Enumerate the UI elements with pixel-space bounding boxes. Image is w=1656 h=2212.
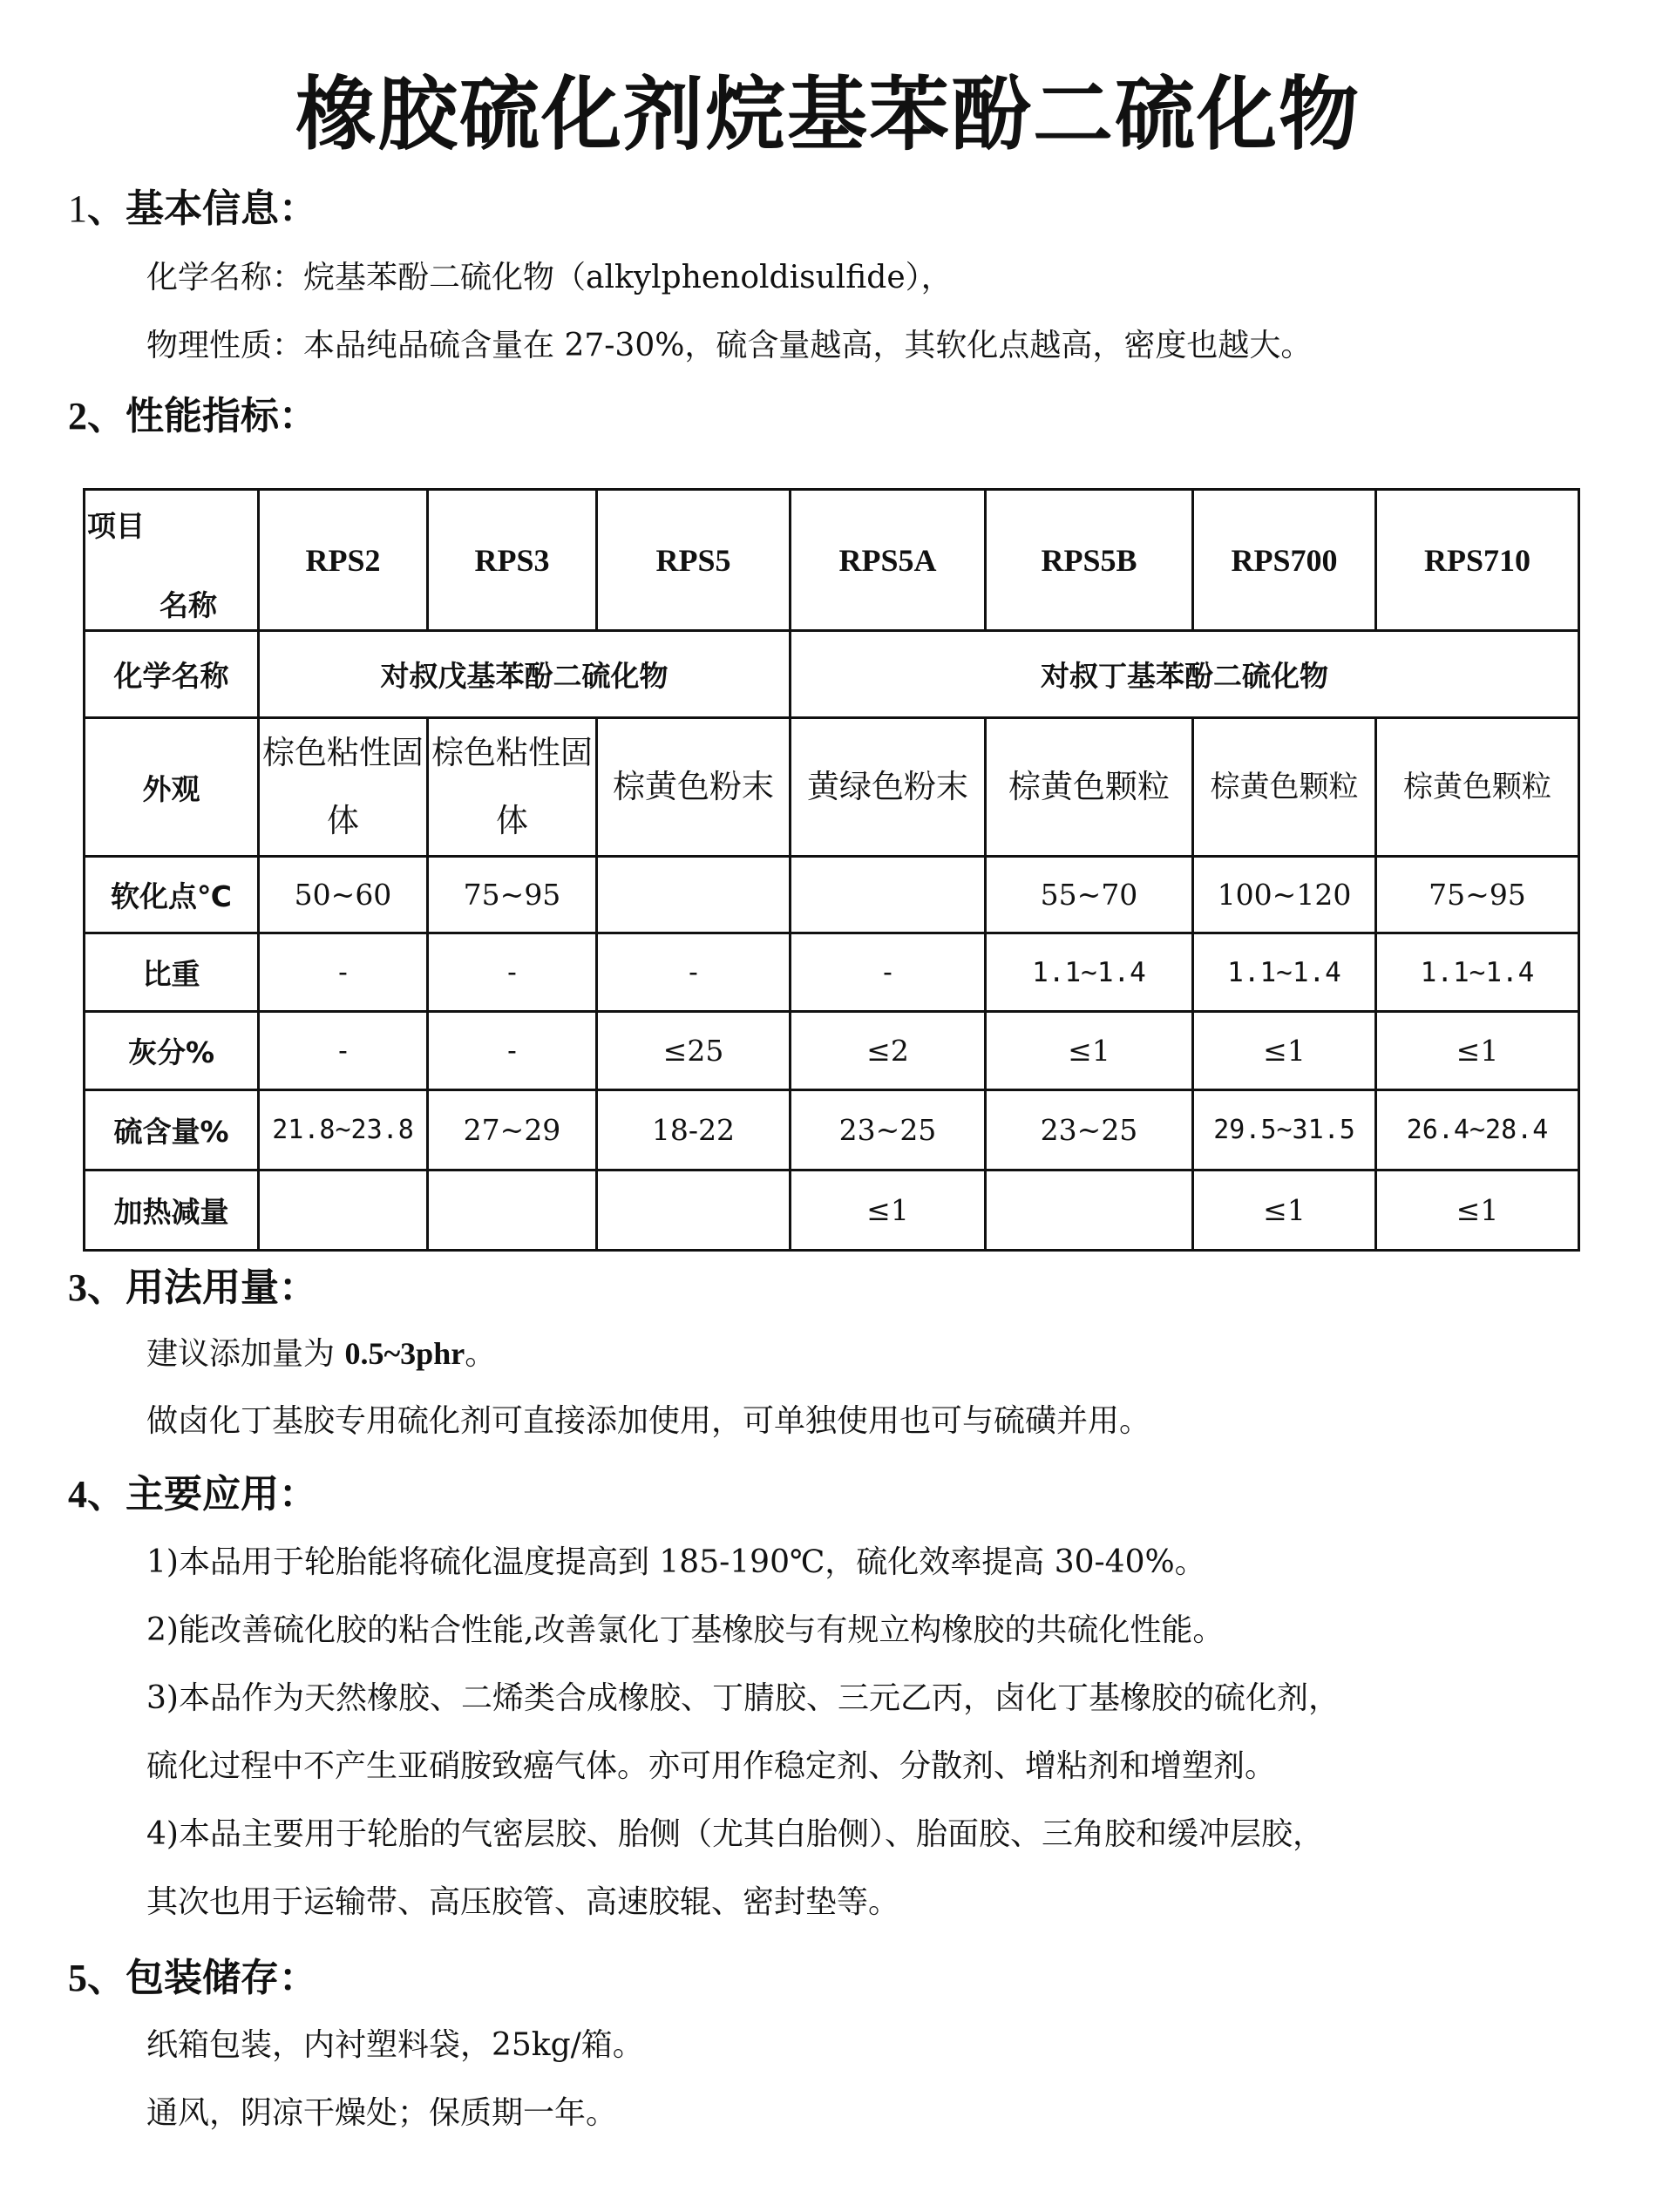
section-5-heading: 5、包装储存： [68,1956,317,2000]
product-header: RPS2 [259,490,428,631]
table-cell: 棕黄色颗粒 [1376,718,1579,857]
table-row [85,1170,1579,1251]
table-cell: ≤2 [791,1012,986,1090]
table-cell: 1.1~1.4 [1376,933,1579,1012]
application-line: 其次也用于运输带、高压胶管、高速胶辊、密封垫等。 [146,1884,900,1920]
table-cell: 1.1~1.4 [1193,933,1376,1012]
table-row [85,631,1579,718]
table-cell: - [597,933,791,1012]
storage-line: 通风，阴凉干燥处；保质期一年。 [146,2095,618,2131]
chem-name-cell: 对叔丁基苯酚二硫化物 [791,631,1579,718]
product-header: RPS700 [1193,490,1376,631]
section-3-heading: 3、用法用量： [68,1265,317,1310]
application-line: 4)本品主要用于轮胎的气密层胶、胎侧（尤其白胎侧）、胎面胶、三角胶和缓冲层胶， [146,1816,1324,1852]
row-label: 化学名称 [85,631,259,718]
table-cell: ≤1 [986,1012,1193,1090]
table-cell: - [259,933,428,1012]
row-label: 硫含量% [85,1090,259,1170]
section-1-heading: 1、基本信息： [68,187,317,231]
table-cell: 棕黄色颗粒 [1193,718,1376,857]
document-title: 橡胶硫化剂烷基苯酚二硫化物 [295,68,1361,161]
table-header-row [85,490,1579,631]
table-cell: 23~25 [986,1090,1193,1170]
table-cell: 50~60 [259,857,428,933]
table-cell: 55~70 [986,857,1193,933]
table-cell: 100~120 [1193,857,1376,933]
table-cell: ≤25 [597,1012,791,1090]
spec-table [83,488,1580,1252]
packaging-line: 纸箱包装，内衬塑料袋，25kg/箱。 [146,2027,644,2063]
row-label: 软化点℃ [85,857,259,933]
application-line: 3)本品作为天然橡胶、二烯类合成橡胶、丁腈胶、三元乙丙，卤化丁基橡胶的硫化剂， [146,1680,1340,1716]
table-cell [791,857,986,933]
chem-name-cell: 对叔戊基苯酚二硫化物 [259,631,791,718]
table-row [85,857,1579,933]
table-cell: 棕色粘性固体 [259,718,428,857]
table-cell: ≤1 [1193,1012,1376,1090]
table-cell [259,1170,428,1251]
table-cell: - [428,933,597,1012]
application-line: 硫化过程中不产生亚硝胺致癌气体。亦可用作稳定剂、分散剂、增粘剂和增塑剂。 [146,1748,1277,1784]
corner-cell [85,490,259,631]
row-label: 加热减量 [85,1170,259,1251]
table-cell: ≤1 [1193,1170,1376,1251]
product-header: RPS5B [986,490,1193,631]
row-label: 外观 [85,718,259,857]
table-cell: 18-22 [597,1090,791,1170]
table-cell: 棕黄色颗粒 [986,718,1193,857]
table-cell: 23~25 [791,1090,986,1170]
section-2-heading: 2、性能指标： [68,394,317,438]
table-cell: 75~95 [1376,857,1579,933]
table-cell: 26.4~28.4 [1376,1090,1579,1170]
table-cell [986,1170,1193,1251]
corner-top-label: 名称 [159,587,217,622]
product-header: RPS3 [428,490,597,631]
table-cell: ≤1 [1376,1170,1579,1251]
table-cell: 1.1~1.4 [986,933,1193,1012]
table-cell: 黄绿色粉末 [791,718,986,857]
table-cell: - [791,933,986,1012]
table-cell [428,1170,597,1251]
corner-bottom-label: 项目 [87,508,145,543]
section-4-heading: 4、主要应用： [68,1472,317,1517]
usage-line: 做卤化丁基胶专用硫化剂可直接添加使用，可单独使用也可与硫磺并用。 [146,1403,1151,1439]
table-cell: 29.5~31.5 [1193,1090,1376,1170]
table-cell: 棕色粘性固体 [428,718,597,857]
physical-properties-line: 物理性质：本品纯品硫含量在 27-30%，硫含量越高，其软化点越高，密度也越大。 [146,328,1313,363]
application-line: 1)本品用于轮胎能将硫化温度提高到 185-190℃，硫化效率提高 30-40%。 [146,1544,1206,1580]
table-row [85,718,1579,857]
table-cell: ≤1 [791,1170,986,1251]
product-header: RPS710 [1376,490,1579,631]
table-row [85,933,1579,1012]
table-cell: 27~29 [428,1090,597,1170]
table-cell: 棕黄色粉末 [597,718,791,857]
table-cell [597,857,791,933]
table-cell: - [428,1012,597,1090]
row-label: 灰分% [85,1012,259,1090]
product-header: RPS5 [597,490,791,631]
table-cell [597,1170,791,1251]
table-cell: 75~95 [428,857,597,933]
table-row [85,1012,1579,1090]
dosage-line: 建议添加量为 0.5~3phr。 [146,1336,497,1372]
row-label: 比重 [85,933,259,1012]
product-header: RPS5A [791,490,986,631]
table-cell: 21.8~23.8 [259,1090,428,1170]
table-row [85,1090,1579,1170]
table-cell: ≤1 [1376,1012,1579,1090]
table-cell: - [259,1012,428,1090]
chemical-name-line: 化学名称：烷基苯酚二硫化物（alkylphenoldisulfide）， [146,260,953,295]
application-line: 2)能改善硫化胶的粘合性能,改善氯化丁基橡胶与有规立构橡胶的共硫化性能。 [146,1612,1225,1648]
